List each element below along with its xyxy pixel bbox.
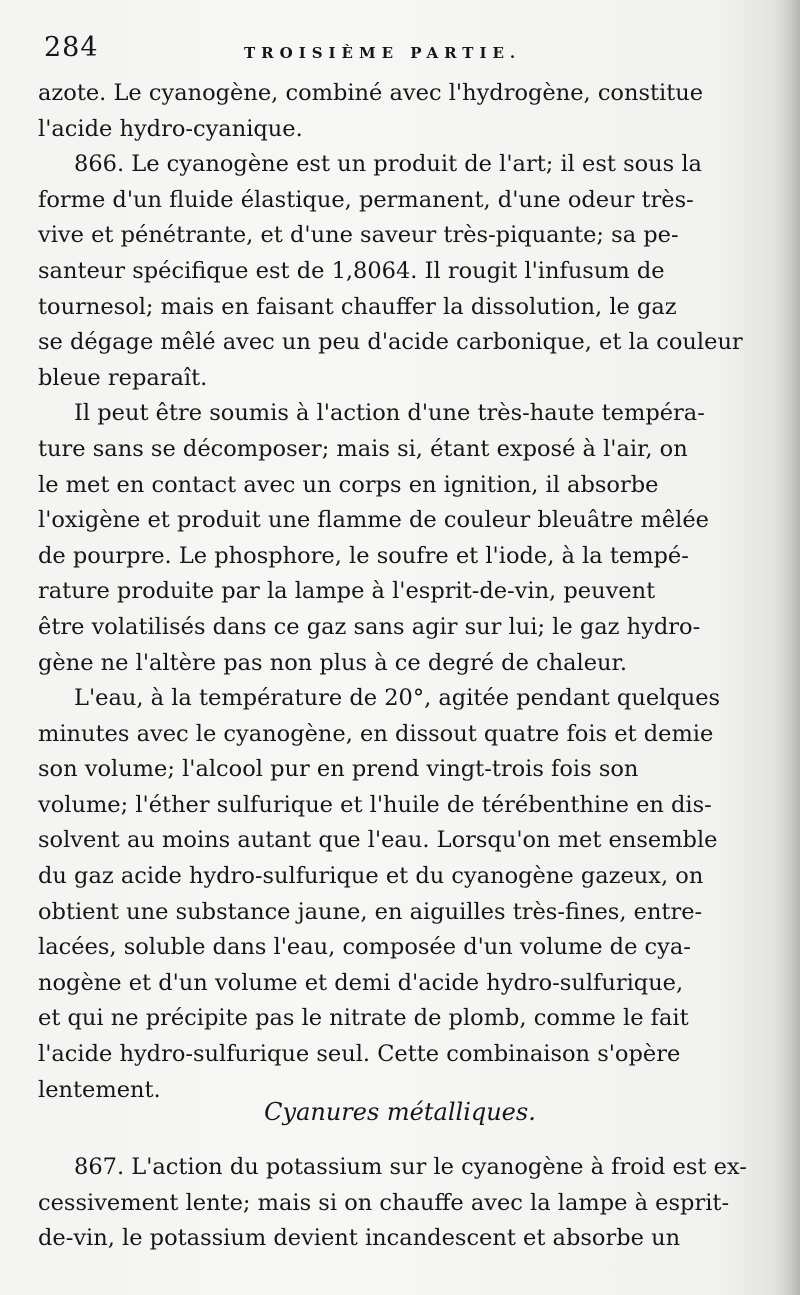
text-line: être volatilisés dans ce gaz sans agir sur lui; le gaz hydro-: [38, 613, 701, 640]
text-line: son volume; l'alcool pur en prend vingt-trois fois son: [38, 756, 639, 783]
paragraph-867-start: 867. L'action du potassium sur le cyanogène à froid est ex-: [74, 1154, 747, 1180]
text-line: tournesol; mais en faisant chauffer la dissolution, le gaz: [38, 293, 677, 320]
text-line: et qui ne précipite pas le nitrate de plomb, comme le fait: [38, 1005, 689, 1032]
text-line: lacées, soluble dans l'eau, composée d'un volume de cya-: [38, 934, 691, 961]
text-line: obtient une substance jaune, en aiguilles très-fines, entre-: [38, 898, 703, 925]
text-line: solvent au moins autant que l'eau. Lorsqu'on met ensemble: [38, 827, 718, 854]
text-line: l'acide hydro-cyanique.: [38, 115, 303, 142]
section-text: [38, 1150, 747, 1257]
section-heading: Cyanures métalliques.: [264, 1098, 536, 1126]
running-head: TROISIÈME PARTIE.: [244, 44, 522, 62]
text-line: vive et pénétrante, et d'une saveur très-piquante; sa pe-: [38, 222, 679, 249]
text-line: de-vin, le potassium devient incandescent et absorbe un: [38, 1225, 681, 1252]
text-line: bleue reparaît.: [38, 364, 208, 391]
text-line: forme d'un fluide élastique, permanent, d'une odeur très-: [38, 186, 694, 213]
text-line: lentement.: [38, 1076, 161, 1103]
text-line: de pourpre. Le phosphore, le soufre et l'iode, à la tempé-: [38, 542, 689, 569]
text-line: le met en contact avec un corps en ignition, il absorbe: [38, 471, 659, 498]
text-line: gène ne l'altère pas non plus à ce degré de chaleur.: [38, 649, 627, 676]
paragraph-866-start: 866. Le cyanogène est un produit de l'art; il est sous la: [74, 151, 702, 178]
text-line: se dégage mêlé avec un peu d'acide carbonique, et la couleur: [38, 329, 743, 356]
text-line: du gaz acide hydro-sulfurique et du cyanogène gazeux, on: [38, 863, 704, 890]
paragraph-start: Il peut être soumis à l'action d'une très-haute tempéra-: [74, 400, 705, 427]
text-line: l'acide hydro-sulfurique seul. Cette combinaison s'opère: [38, 1041, 681, 1068]
text-line: volume; l'éther sulfurique et l'huile de térébenthine en dis-: [38, 791, 712, 818]
page-header: [44, 28, 724, 72]
text-line: cessivement lente; mais si on chauffe avec la lampe à esprit-: [38, 1189, 730, 1216]
paragraph-start: L'eau, à la température de 20°, agitée pendant quelques: [74, 685, 721, 712]
text-line: ture sans se décomposer; mais si, étant exposé à l'air, on: [38, 435, 688, 462]
text-line: minutes avec le cyanogène, en dissout quatre fois et demie: [38, 720, 714, 747]
text-line: santeur spécifique est de 1,8064. Il rougit l'infusum de: [38, 257, 665, 284]
text-line: azote. Le cyanogène, combiné avec l'hydrogène, constitue: [38, 80, 704, 106]
text-line: rature produite par la lampe à l'esprit-de-vin, peuvent: [38, 578, 656, 605]
text-line: nogène et d'un volume et demi d'acide hydro-sulfurique,: [38, 969, 684, 996]
text-line: l'oxigène et produit une flamme de couleur bleuâtre mêlée: [38, 507, 709, 534]
page-number: 284: [44, 32, 99, 63]
main-text: [38, 76, 743, 1108]
